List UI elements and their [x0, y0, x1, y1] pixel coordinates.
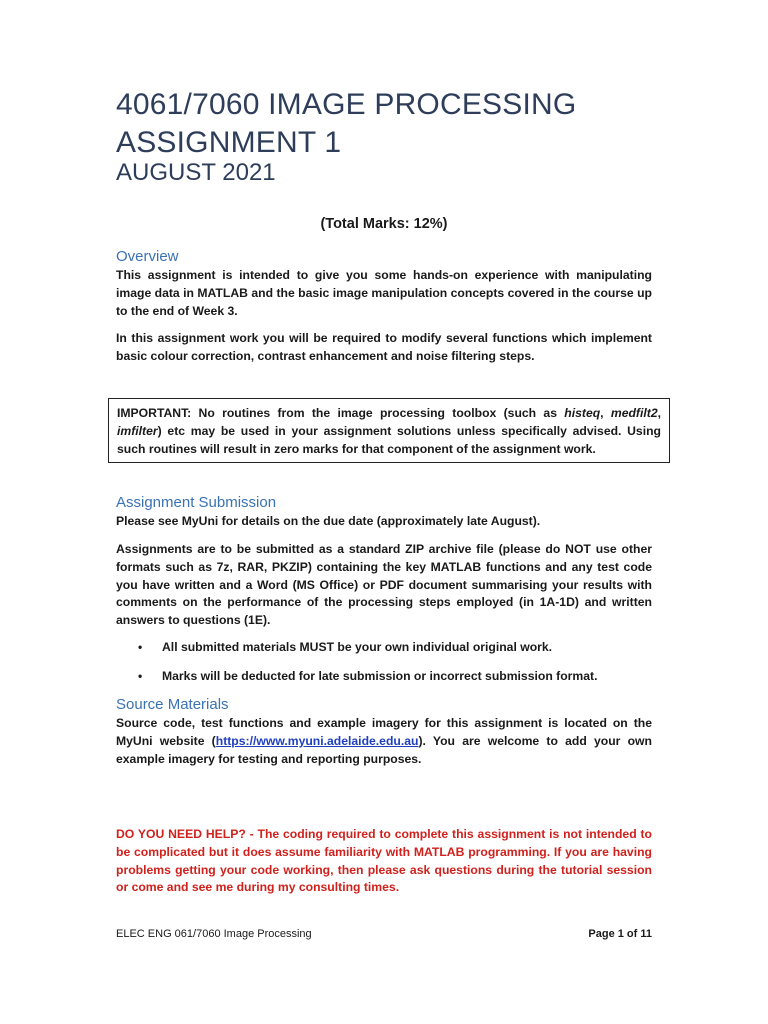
bullet-text: Marks will be deducted for late submission or incorrect submission format. [162, 668, 598, 683]
source-text-a: Source code, test functions and example imagery for this assignment is located on the MyUni website ( [116, 716, 652, 748]
important-text-b: ) etc may be used in your assignment solutions unless specifically advised. Using such routines will result in zero marks for that component of the assignment work. [117, 423, 661, 456]
list-item [116, 639, 652, 657]
submission-paragraph-1: Please see MyUni for details on the due date (approximately late August). [116, 514, 541, 528]
title-line-2: ASSIGNMENT 1 [116, 126, 342, 159]
source-paragraph [116, 715, 652, 768]
document-title [116, 86, 576, 162]
important-notice-box [108, 398, 670, 463]
overview-heading: Overview [116, 248, 179, 265]
bullet-icon: • [138, 668, 143, 683]
submission-paragraph-2 [116, 541, 652, 630]
total-marks: (Total Marks: 12%) [320, 216, 448, 232]
source-text-b: ). You are welcome to add your own example imagery for testing and reporting purposes. [116, 733, 652, 766]
important-sep-1: , [600, 406, 611, 420]
page-footer [116, 928, 652, 940]
overview-paragraph-2: In this assignment work you will be required to modify several functions which implement basic colour correction, contrast enhancement and noise filtering steps. [116, 331, 652, 363]
title-line-1: 4061/7060 IMAGE PROCESSING [116, 88, 577, 121]
submission-heading: Assignment Submission [116, 494, 277, 511]
footer-course: ELEC ENG 061/7060 Image Processing [116, 928, 312, 940]
function-imfilter: imfilter [117, 423, 158, 438]
submission-text-a: Assignments are to be submitted as a standard ZIP archive file (please do [116, 542, 566, 556]
bullet-icon: • [138, 640, 143, 654]
important-sep-2: , [657, 406, 661, 420]
document-subtitle: AUGUST 2021 [116, 159, 276, 186]
submission-not-emphasis: NOT [565, 542, 591, 556]
bullet-text: All submitted materials MUST be your own individual original work. [162, 640, 553, 654]
submission-bullet-list [116, 639, 652, 697]
source-heading: Source Materials [116, 696, 229, 713]
function-histeq: histeq [564, 406, 601, 420]
footer-page-number: Page 1 of 11 [588, 928, 652, 940]
submission-text-b: use other formats such as 7z, RAR, PKZIP) containing the key MATLAB functions and any test code you have written and a Word (MS Office) or PDF document summarising your results with comments on the performance of the processing steps employed (in 1A-1D) and written answers to questions (1E). [116, 542, 652, 628]
list-item [116, 668, 652, 686]
function-medfilt2: medfilt2 [610, 406, 658, 420]
myuni-link[interactable]: https://www.myuni.adelaide.edu.au [215, 733, 419, 748]
help-paragraph: DO YOU NEED HELP? - The coding required to complete this assignment is not intended to be complicated but it does assume familiarity with MATLAB programming. If you are having problems getting your code working, then please ask questions during the tutorial session or come and see me during my consulting times. [116, 827, 652, 895]
important-text-a: No routines from the image processing toolbox (such as [191, 406, 565, 420]
important-label: IMPORTANT: [117, 406, 192, 420]
overview-paragraph-1: This assignment is intended to give you some hands-on experience with manipulating image data in MATLAB and the basic image manipulation concepts covered in the course up to the end of Week 3. [116, 268, 652, 318]
